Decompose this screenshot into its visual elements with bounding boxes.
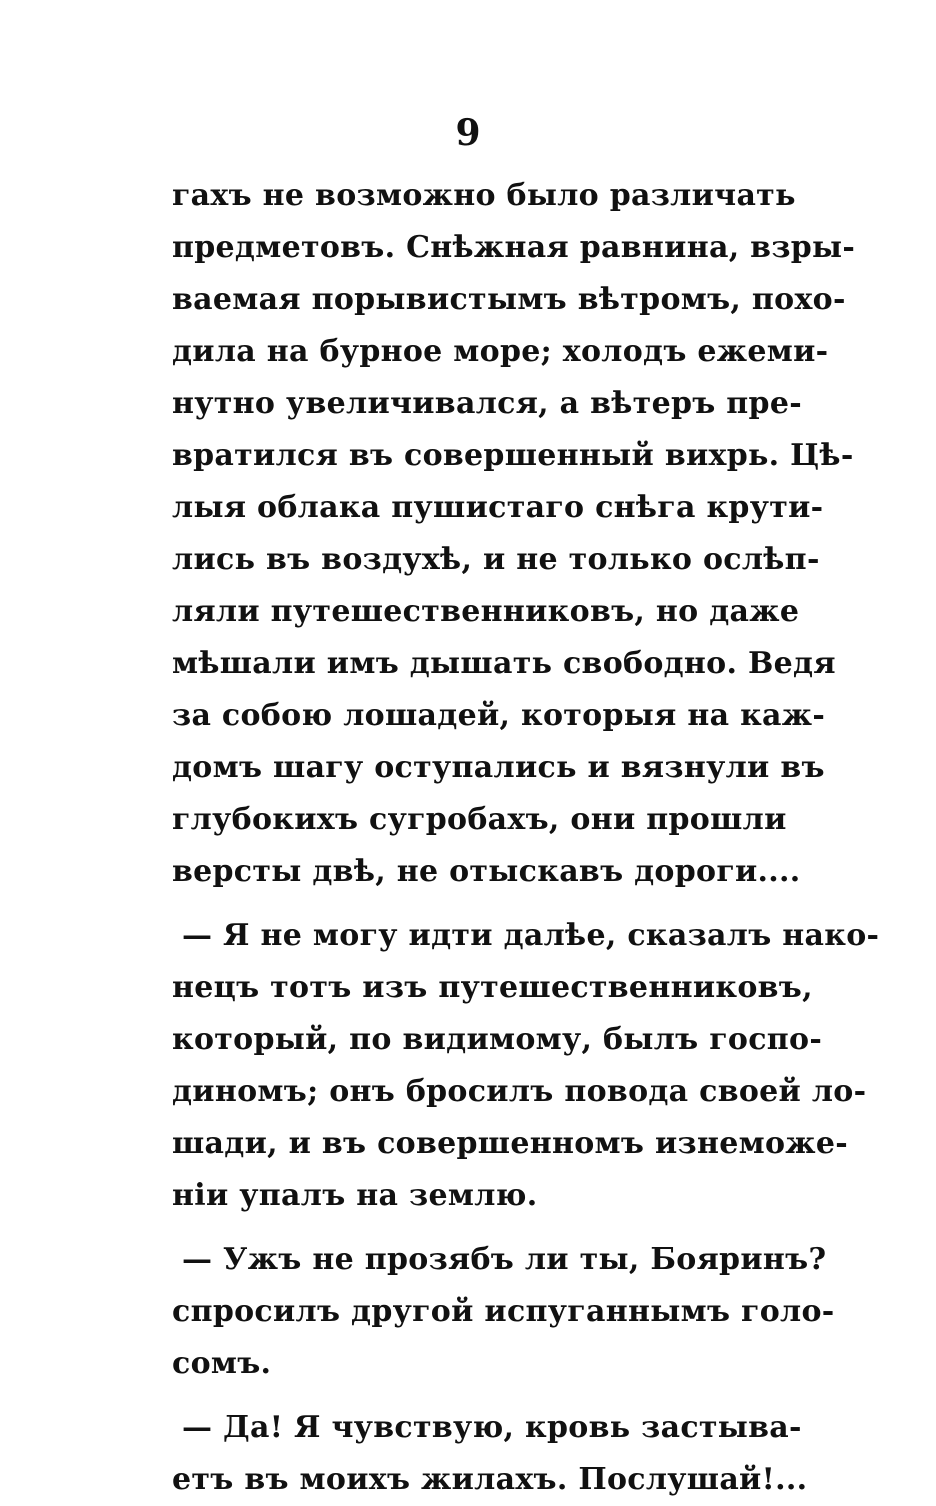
text-line: лыя облака пушистаго снѣга крути- [172, 490, 824, 525]
paragraph-gap [172, 1390, 762, 1402]
text-line: — Да! Я чувствую, кровь застыва- [182, 1410, 802, 1445]
text-line: нецъ тотъ изъ путешественниковъ, [172, 970, 813, 1005]
paragraph-gap [172, 898, 762, 910]
text-line: шади, и въ совершенномъ изнеможе- [172, 1126, 849, 1161]
text-line: мѣшали имъ дышать свободно. Ведя [172, 646, 836, 681]
text-line: ваемая порывистымъ вѣтромъ, похо- [172, 282, 846, 317]
text-line: вратился въ совершенный вихрь. Цѣ- [172, 438, 854, 473]
text-line: глубокихъ сугробахъ, они прошли [172, 802, 787, 837]
text-line: нутно увеличивался, а вѣтеръ пре- [172, 386, 802, 421]
text-line: лись въ воздухѣ, и не только ослѣп- [172, 542, 820, 577]
text-line: — Я не могу идти далѣе, сказалъ нако- [182, 918, 880, 953]
text-line: — Ужъ не прозябъ ли ты, Бояринъ? [182, 1242, 827, 1277]
paragraph-3 [172, 1234, 835, 1390]
text-line: нiи упалъ на землю. [172, 1178, 538, 1213]
text-line: етъ въ моихъ жилахъ. Послушай!... [172, 1462, 808, 1497]
text-line: который, по видимому, былъ госпо- [172, 1022, 823, 1057]
text-line: за собою лошадей, которыя на каж- [172, 698, 826, 733]
paragraph-2 [172, 910, 880, 1222]
text-line: ляли путешественниковъ, но даже [172, 594, 800, 629]
text-line: предметовъ. Снѣжная равнина, взры- [172, 230, 856, 265]
body-text [172, 170, 880, 1506]
text-line: сомъ. [172, 1346, 272, 1381]
paragraph-1 [172, 170, 856, 898]
paragraph-gap [172, 1222, 762, 1234]
text-line: дила на бурное море; холодъ ежеми- [172, 334, 829, 369]
paragraph-4 [172, 1402, 808, 1506]
text-line: версты двѣ, не отыскавъ дороги.... [172, 854, 801, 889]
page-number: 9 [455, 112, 481, 154]
text-line: спросилъ другой испуганнымъ голо- [172, 1294, 835, 1329]
text-line: диномъ; онъ бросилъ повода своей ло- [172, 1074, 867, 1109]
text-line: домъ шагу оступались и вязнули въ [172, 750, 825, 785]
text-line: гахъ не возможно было различать [172, 178, 796, 213]
